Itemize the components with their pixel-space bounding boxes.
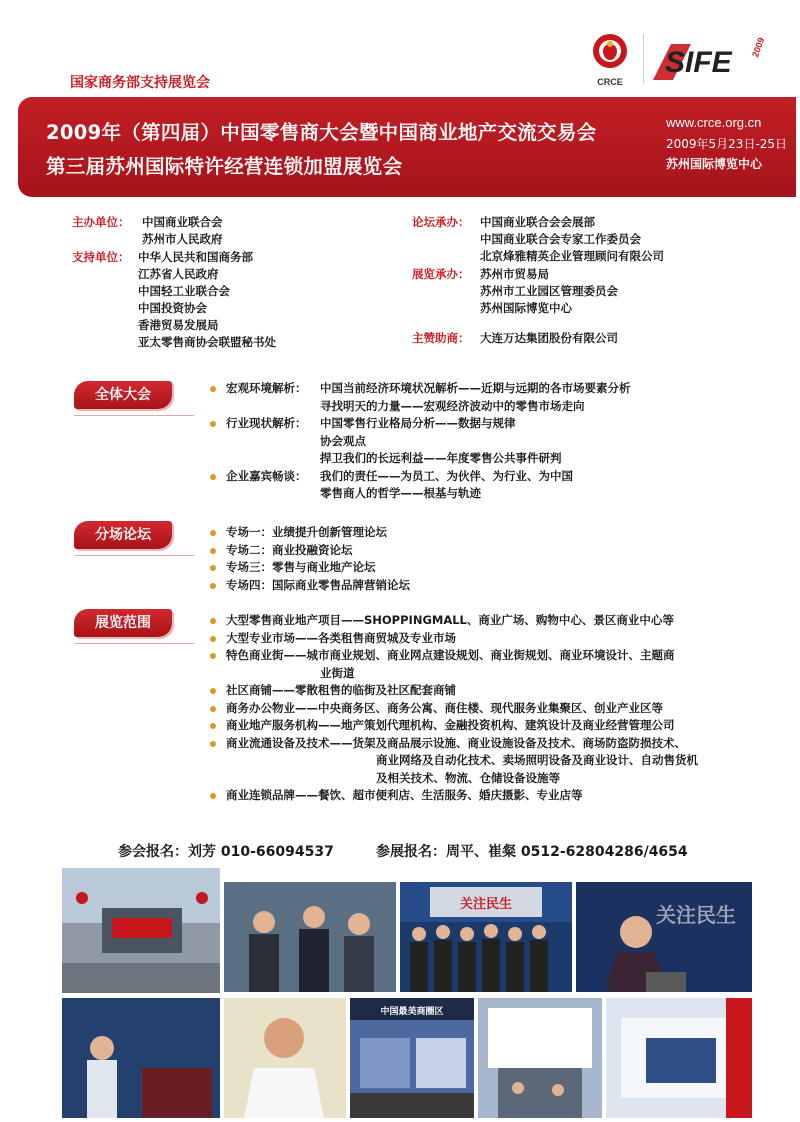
bullet-dot	[210, 636, 216, 642]
event-venue: 苏州国际博览中心	[666, 157, 763, 171]
forum-item: 中国商业联合会专家工作委员会	[480, 232, 641, 246]
exhibit-item: 苏州市工业园区管理委员会	[480, 284, 618, 298]
attend-contact: 参会报名：刘芳 010-66094537	[118, 844, 334, 860]
logos	[585, 30, 785, 90]
main-title: 2009年（第四届）中国零售商大会暨中国商业地产交流交易会	[46, 121, 597, 144]
exhibit-label: 展览承办：	[412, 267, 470, 281]
exhibit-item: 苏州国际博览中心	[480, 301, 572, 315]
forum-item: 中国商业联合会会展部	[480, 215, 595, 229]
bullet-dot	[210, 548, 216, 554]
host-label: 主办单位：	[72, 215, 130, 229]
support-item: 中华人民共和国商务部	[138, 250, 253, 264]
support-item: 中国轻工业联合会	[138, 284, 230, 298]
bullet-dot	[210, 741, 216, 747]
support-item: 中国投资协会	[138, 301, 207, 315]
crce-logo	[585, 30, 635, 88]
photo-booth-1	[478, 998, 602, 1118]
bullet-dot	[210, 653, 216, 659]
bullet-dot	[210, 421, 216, 427]
bullet-dot	[210, 386, 216, 392]
sife-logo	[651, 34, 781, 86]
svg-text:关注民生: 关注民生	[459, 897, 513, 912]
bullet-dot	[210, 530, 216, 536]
sponsor-item: 大连万达集团股份有限公司	[480, 331, 618, 345]
photo-portrait	[224, 998, 346, 1118]
bullet-dot	[210, 565, 216, 571]
bullet-dot	[210, 474, 216, 480]
bullet-dot	[210, 793, 216, 799]
section-divider	[74, 415, 194, 416]
photo-booth-2	[606, 998, 752, 1118]
photo-hall	[350, 998, 474, 1118]
bullet-dot	[210, 706, 216, 712]
section-tab-scope: 展览范围	[74, 609, 172, 637]
event-date: 2009年5月23日-25日	[666, 137, 788, 151]
svg-text:关注民生: 关注民生	[656, 903, 736, 927]
bullet-dot	[210, 688, 216, 694]
title-banner	[18, 97, 796, 197]
svg-text:SIFE: SIFE	[665, 46, 732, 79]
svg-text:2009: 2009	[750, 36, 767, 59]
logo-divider	[643, 34, 644, 84]
host-item: 苏州市人民政府	[142, 232, 223, 246]
sub-title: 第三届苏州国际特许经营连锁加盟展览会	[46, 155, 403, 178]
forum-label: 论坛承办：	[412, 215, 470, 229]
sponsor-label: 主赞助商：	[412, 331, 470, 345]
photo-stage	[62, 998, 220, 1118]
support-item: 亚太零售商协会联盟秘书处	[138, 335, 276, 349]
svg-text:CRCE: CRCE	[597, 77, 623, 87]
support-item: 江苏省人民政府	[138, 267, 219, 281]
section-divider	[74, 643, 194, 644]
photo-officials-1	[224, 882, 396, 992]
bullet-dot	[210, 618, 216, 624]
photo-venue-exterior	[62, 868, 220, 993]
host-item: 中国商业联合会	[142, 215, 223, 229]
support-label: 国家商务部支持展览会	[70, 75, 210, 91]
section-tab-forums: 分场论坛	[74, 521, 172, 549]
section-tab-plenary: 全体大会	[74, 381, 172, 409]
exhibit-item: 苏州市贸易局	[480, 267, 549, 281]
section-divider	[74, 555, 194, 556]
website-url[interactable]: www.crce.org.cn	[666, 115, 762, 130]
bullet-dot	[210, 583, 216, 589]
photo-collage	[62, 868, 752, 1118]
photo-speaker	[576, 882, 752, 992]
forum-item: 北京烽雅精英企业管理顾问有限公司	[480, 249, 664, 263]
bullet-dot	[210, 723, 216, 729]
support-label-org: 支持单位：	[72, 250, 130, 264]
exhibit-contact: 参展报名：周平、崔粲 0512-62804286/4654	[376, 844, 688, 860]
photo-officials-2	[400, 882, 572, 992]
support-item: 香港贸易发展局	[138, 318, 219, 332]
svg-text:中国最美商圈区: 中国最美商圈区	[380, 1007, 444, 1017]
